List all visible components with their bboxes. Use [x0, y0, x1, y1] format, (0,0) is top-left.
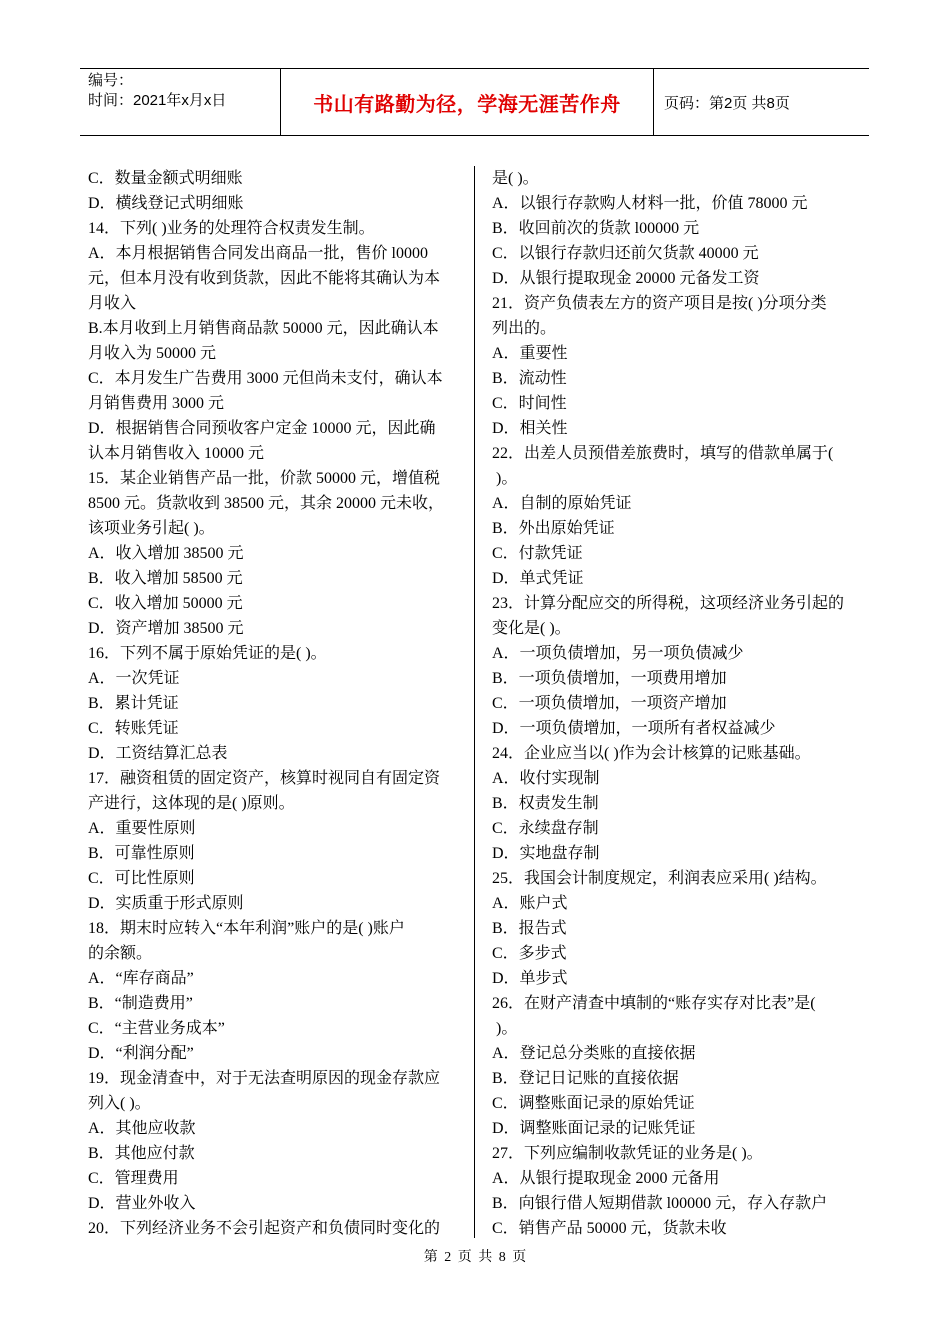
question-text-line: B．“制造费用”: [88, 995, 193, 1012]
question-text-line: 的余额。: [88, 945, 153, 962]
document-date: 时间：2021年x月x日: [88, 92, 227, 109]
question-text-line: C．多步式: [492, 945, 567, 962]
question-text-line: 月销售费用 3000 元: [88, 395, 225, 412]
question-text-line: D．资产增加 38500 元: [88, 620, 244, 637]
question-text-line: A．收入增加 38500 元: [88, 545, 244, 562]
header-page-info: 页码：第2页 共8页: [664, 94, 790, 112]
question-text-line: B．累计凭证: [88, 695, 179, 712]
question-text-line: C．调整账面记录的原始凭证: [492, 1095, 695, 1112]
question-text-line: C．收入增加 50000 元: [88, 595, 243, 612]
question-text-line: D．实地盘存制: [492, 845, 600, 862]
question-text-line: D．从银行提取现金 20000 元备发工资: [492, 270, 760, 287]
question-text-line: 17．融资租赁的固定资产，核算时视同自有固定资: [88, 770, 441, 787]
question-text-line: 产进行，这体现的是( )原则。: [88, 795, 295, 812]
question-text-line: A．账户式: [492, 895, 568, 912]
question-text-line: 8500 元。货款收到 38500 元，其余 20000 元未收，: [88, 495, 445, 512]
question-text-line: C．本月发生广告费用 3000 元但尚未支付，确认本: [88, 370, 443, 387]
question-text-line: C．一项负债增加，一项资产增加: [492, 695, 727, 712]
header-motto: 书山有路勤为径，学海无涯苦作舟: [281, 69, 654, 135]
question-text-line: 24．企业应当以( )作为会计核算的记账基础。: [492, 745, 811, 762]
question-text-line: 是( )。: [492, 170, 539, 187]
question-text-line: 该项业务引起( )。: [88, 520, 215, 537]
question-text-line: B．收入增加 58500 元: [88, 570, 243, 587]
question-text-line: B．可靠性原则: [88, 845, 195, 862]
question-text-line: D．营业外收入: [88, 1195, 196, 1212]
question-text-line: B．外出原始凭证: [492, 520, 615, 537]
question-text-line: 25．我国会计制度规定，利润表应采用( )结构。: [492, 870, 827, 887]
question-text-line: C．可比性原则: [88, 870, 195, 887]
question-text-line: B．一项负债增加，一项费用增加: [492, 670, 727, 687]
question-text-line: D．工资结算汇总表: [88, 745, 228, 762]
question-text-line: C．销售产品 50000 元，货款未收: [492, 1220, 727, 1237]
question-text-line: A．“库存商品”: [88, 970, 194, 987]
question-text-line: 月收入: [88, 295, 137, 312]
question-text-line: A．其他应收款: [88, 1120, 196, 1137]
question-text-line: 16．下列不属于原始凭证的是( )。: [88, 645, 327, 662]
question-text-line: A．以银行存款购人材料一批，价值 78000 元: [492, 195, 808, 212]
question-text-line: B．报告式: [492, 920, 567, 937]
question-text-line: C．数量金额式明细账: [88, 170, 243, 187]
question-text-line: 21．资产负债表左方的资产项目是按( )分项分类: [492, 295, 827, 312]
question-text-line: 22．出差人员预借差旅费时，填写的借款单属于(: [492, 445, 834, 462]
question-text-line: C．转账凭证: [88, 720, 179, 737]
question-text-line: B．权责发生制: [492, 795, 599, 812]
question-text-line: 元，但本月没有收到货款，因此不能将其确认为本: [88, 270, 441, 287]
question-text-line: C．永续盘存制: [492, 820, 599, 837]
question-text-line: 月收入为 50000 元: [88, 345, 217, 362]
question-text-line: A．自制的原始凭证: [492, 495, 632, 512]
question-text-line: 变化是( )。: [492, 620, 571, 637]
question-text-line: 15．某企业销售产品一批，价款 50000 元，增值税: [88, 470, 441, 487]
right-column: [492, 166, 872, 1241]
question-text-line: B.本月收到上月销售商品款 50000 元，因此确认本: [88, 320, 439, 337]
question-text-line: )。: [492, 470, 518, 487]
question-text-line: D．相关性: [492, 420, 568, 437]
question-text-line: A．重要性原则: [88, 820, 196, 837]
page-footer: 第 2 页 共 8 页: [423, 1250, 527, 1265]
question-text-line: A．收付实现制: [492, 770, 600, 787]
question-text-line: A．登记总分类账的直接依据: [492, 1045, 696, 1062]
question-text-line: A．一次凭证: [88, 670, 180, 687]
document-number-label: 编号：: [88, 72, 134, 89]
question-text-line: 18．期末时应转入“本年利润”账户的是( )账户: [88, 920, 405, 937]
question-text-line: D．实质重于形式原则: [88, 895, 244, 912]
question-text-line: D．单式凭证: [492, 570, 584, 587]
question-text-line: )。: [492, 1020, 518, 1037]
question-text-line: 20．下列经济业务不会引起资产和负债同时变化的: [88, 1220, 441, 1237]
question-text-line: C．以银行存款归还前欠货款 40000 元: [492, 245, 759, 262]
question-text-line: 19．现金清查中，对于无法查明原因的现金存款应: [88, 1070, 441, 1087]
question-text-line: A．重要性: [492, 345, 568, 362]
question-text-line: 列入( )。: [88, 1095, 151, 1112]
question-text-line: 认本月销售收入 10000 元: [88, 445, 265, 462]
question-text-line: B．流动性: [492, 370, 567, 387]
question-text-line: C．管理费用: [88, 1170, 179, 1187]
question-text-line: B．登记日记账的直接依据: [492, 1070, 679, 1087]
header-meta: [80, 69, 281, 135]
question-text-line: 23．计算分配应交的所得税，这项经济业务引起的: [492, 595, 845, 612]
question-text-line: D．单步式: [492, 970, 568, 987]
question-text-line: C．付款凭证: [492, 545, 583, 562]
question-text-line: 14．下列( )业务的处理符合权责发生制。: [88, 220, 375, 237]
question-text-line: D．一项负债增加，一项所有者权益减少: [492, 720, 776, 737]
question-text-line: B．向银行借人短期借款 l00000 元，存入存款户: [492, 1195, 828, 1212]
question-text-line: D．调整账面记录的记账凭证: [492, 1120, 696, 1137]
question-text-line: D．横线登记式明细账: [88, 195, 244, 212]
left-column: [88, 166, 464, 1241]
question-text-line: D．“利润分配”: [88, 1045, 194, 1062]
question-text-line: A．一项负债增加，另一项负债减少: [492, 645, 744, 662]
question-text-line: 列出的。: [492, 320, 557, 337]
question-text-line: 27．下列应编制收款凭证的业务是( )。: [492, 1145, 763, 1162]
question-text-line: C．时间性: [492, 395, 567, 412]
question-text-line: A．本月根据销售合同发出商品一批，售价 l0000: [88, 245, 429, 262]
page-header: [80, 68, 869, 136]
question-text-line: B．其他应付款: [88, 1145, 195, 1162]
column-divider: [474, 166, 475, 1238]
question-text-line: 26．在财产清查中填制的“账存实存对比表”是(: [492, 995, 816, 1012]
question-text-line: C．“主营业务成本”: [88, 1020, 225, 1037]
question-text-line: A．从银行提取现金 2000 元备用: [492, 1170, 720, 1187]
question-text-line: D．根据销售合同预收客户定金 10000 元，因此确: [88, 420, 436, 437]
question-text-line: B．收回前次的货款 l00000 元: [492, 220, 700, 237]
